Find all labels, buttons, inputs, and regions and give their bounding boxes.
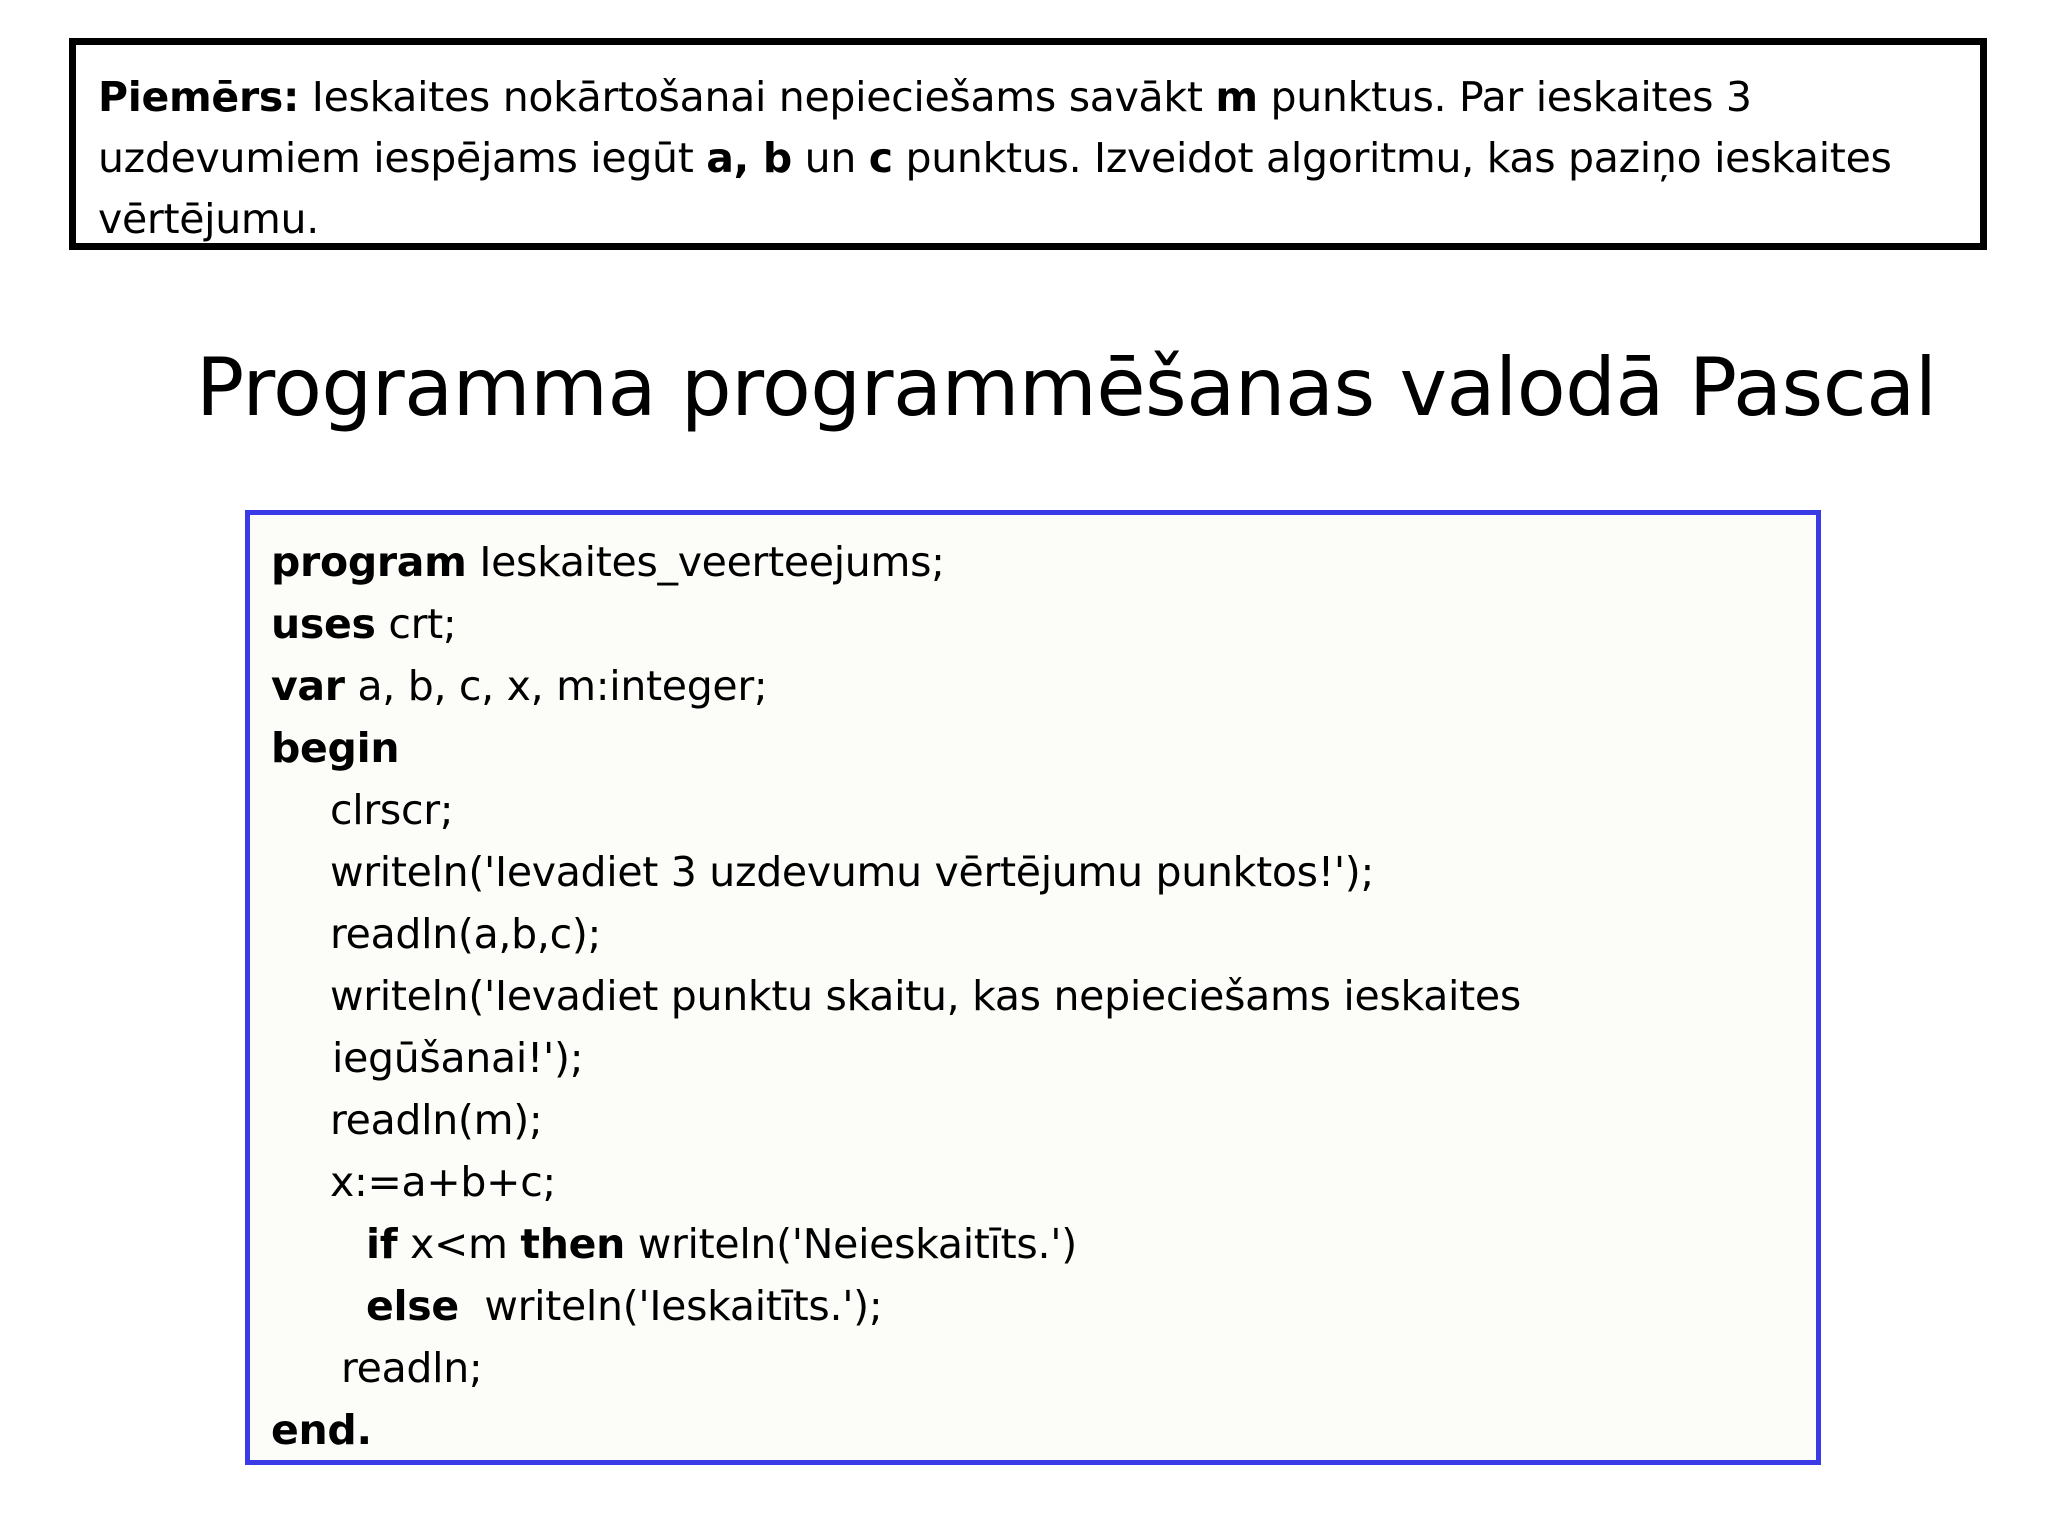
code-line-readln-m: readln(m); <box>330 1096 543 1144</box>
keyword-else: else <box>366 1282 459 1330</box>
keyword-then: then <box>520 1220 626 1268</box>
keyword-if: if <box>366 1220 398 1268</box>
code-text: x<m <box>397 1220 521 1268</box>
example-var-ab: a, b <box>706 134 792 182</box>
code-text: Ieskaites_veerteejums; <box>466 538 945 586</box>
code-line-readln-abc: readln(a,b,c); <box>330 910 602 958</box>
code-line-else <box>271 1275 1816 1337</box>
code-line-uses <box>271 593 1816 655</box>
example-label: Piemērs: <box>98 73 300 121</box>
example-var-m: m <box>1215 73 1258 121</box>
code-text: a, b, c, x, m:integer; <box>344 662 768 710</box>
code-line-var <box>271 655 1816 717</box>
code-line-writeln-2: writeln('Ievadiet punktu skaitu, kas nepieciešams ieskaites <box>330 972 1521 1020</box>
code-line-begin <box>271 717 1816 779</box>
keyword-uses: uses <box>271 600 376 648</box>
keyword-end: end. <box>271 1406 372 1454</box>
example-text: un <box>791 134 869 182</box>
code-line-readln: readln; <box>341 1344 483 1392</box>
code-text: writeln('Ieskaitīts.'); <box>458 1282 883 1330</box>
code-line-if <box>271 1213 1816 1275</box>
code-line-assign: x:=a+b+c; <box>330 1158 556 1206</box>
example-task-box <box>69 38 1987 250</box>
keyword-var: var <box>271 662 345 710</box>
code-line-program <box>271 531 1816 593</box>
example-text: punktus. Par ieskaites 3 uzdevumiem iespējams iegūt <box>98 73 1752 182</box>
example-text: punktus. Izveidot algoritmu, kas paziņo ieskaites vērtējumu. <box>98 134 1892 243</box>
keyword-begin: begin <box>271 724 400 772</box>
code-line-end <box>271 1399 1816 1461</box>
code-line-writeln-1: writeln('Ievadiet 3 uzdevumu vērtējumu punktos!'); <box>330 848 1375 896</box>
example-var-c: c <box>868 134 893 182</box>
code-listing <box>245 510 1821 1465</box>
example-text: Ieskaites nokārtošanai nepieciešams savākt <box>299 73 1216 121</box>
code-text: crt; <box>375 600 457 648</box>
code-line-clrscr: clrscr; <box>330 786 454 834</box>
slide-title: Programma programmēšanas valodā Pascal <box>196 341 1937 434</box>
code-text: writeln('Neieskaitīts.') <box>625 1220 1077 1268</box>
code-line-writeln-2-cont: iegūšanai!'); <box>332 1034 584 1082</box>
keyword-program: program <box>271 538 467 586</box>
